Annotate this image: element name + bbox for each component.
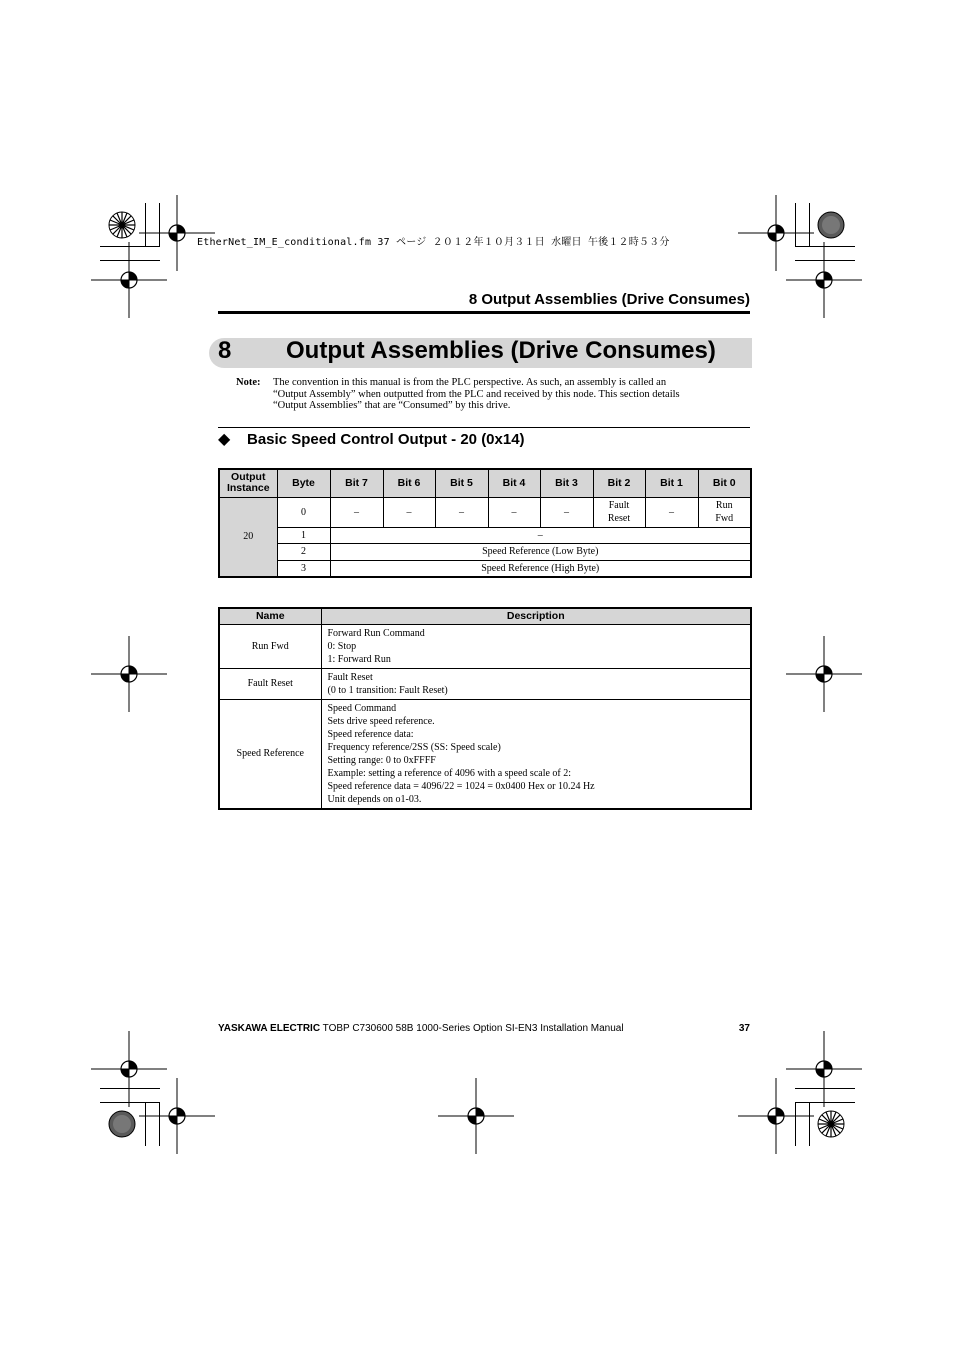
table-row xyxy=(219,699,751,809)
note-body xyxy=(273,377,713,412)
note-line: “Output Assembly” when outputted from the PLC and received by this node. This section details xyxy=(273,388,680,400)
span-cell: Speed Reference (High Byte) xyxy=(330,560,751,577)
desc-line: 1: Forward Run xyxy=(327,653,391,665)
chapter-title: Output Assemblies (Drive Consumes) xyxy=(286,337,716,364)
header-byte: Byte xyxy=(277,469,330,497)
header-bit6: Bit 6 xyxy=(383,469,435,497)
table-row xyxy=(219,668,751,699)
bit-cell: Run Fwd xyxy=(698,497,751,527)
desc-line: Speed reference data = 4096/22 = 1024 = 0x0400 Hex or 10.24 Hz xyxy=(327,780,595,792)
byte-cell: 0 xyxy=(277,497,330,527)
bits-table xyxy=(218,468,752,578)
bit-cell: Fault Reset xyxy=(593,497,645,527)
slug-line: EtherNet_IM_E_conditional.fm 37 ページ ２０１２年１０月３１日 水曜日 午後１２時５３分 xyxy=(197,237,670,248)
desc-line: Unit depends on o1-03. xyxy=(327,793,422,805)
param-name: Run Fwd xyxy=(219,624,321,668)
note-line: “Output Assemblies” that are “Consumed” by this drive. xyxy=(273,400,511,411)
desc-line: Speed reference data: xyxy=(327,728,414,740)
table-row xyxy=(219,497,751,527)
header-bit0: Bit 0 xyxy=(698,469,751,497)
note-label: Note: xyxy=(236,377,261,388)
table-row xyxy=(219,624,751,668)
instance-cell: 20 xyxy=(219,497,277,577)
desc-line: Fault Reset xyxy=(327,671,373,683)
byte-cell: 1 xyxy=(277,527,330,543)
header-bit7: Bit 7 xyxy=(330,469,383,497)
table-row xyxy=(219,543,751,560)
header-bit3: Bit 3 xyxy=(540,469,593,497)
bit-cell: – xyxy=(383,497,435,527)
bit-cell: – xyxy=(488,497,540,527)
footer xyxy=(218,1023,624,1034)
param-name: Speed Reference xyxy=(219,699,321,809)
section-title: Basic Speed Control Output - 20 (0x14) xyxy=(247,431,525,448)
description-table xyxy=(218,607,752,810)
header-rule xyxy=(218,311,750,314)
header-output-instance: Output Instance xyxy=(219,469,277,497)
chapter-number: 8 xyxy=(218,337,232,364)
param-description xyxy=(321,668,751,699)
footer-brand: YASKAWA ELECTRIC xyxy=(218,1023,321,1034)
desc-line: Frequency reference/2SS (SS: Speed scale) xyxy=(327,741,501,753)
param-description xyxy=(321,699,751,809)
table-row xyxy=(219,560,751,577)
desc-line: Sets drive speed reference. xyxy=(327,715,435,727)
note-line: The convention in this manual is from the PLC perspective. As such, an assembly is called an xyxy=(273,377,667,388)
footer-doc: TOBP C730600 58B 1000-Series Option SI-EN3 Installation Manual xyxy=(322,1023,624,1034)
header-name: Name xyxy=(219,608,321,624)
span-cell: – xyxy=(330,527,751,543)
bit-cell: – xyxy=(330,497,383,527)
diamond-icon: ◆ xyxy=(218,431,231,448)
desc-line: (0 to 1 transition: Fault Reset) xyxy=(327,684,448,696)
param-name: Fault Reset xyxy=(219,668,321,699)
desc-line: Speed Command xyxy=(327,702,397,714)
bit-cell: – xyxy=(645,497,698,527)
header-bit4: Bit 4 xyxy=(488,469,540,497)
byte-cell: 3 xyxy=(277,560,330,577)
param-description xyxy=(321,624,751,668)
bit-cell: – xyxy=(540,497,593,527)
section-rule xyxy=(218,427,750,428)
desc-line: Forward Run Command xyxy=(327,627,425,639)
byte-cell: 2 xyxy=(277,543,330,560)
span-cell: Speed Reference (Low Byte) xyxy=(330,543,751,560)
running-header: 8 Output Assemblies (Drive Consumes) xyxy=(468,291,750,308)
desc-line: Example: setting a reference of 4096 with a speed scale of 2: xyxy=(327,767,572,779)
header-description: Description xyxy=(321,608,751,624)
header-bit1: Bit 1 xyxy=(645,469,698,497)
desc-line: Setting range: 0 to 0xFFFF xyxy=(327,754,436,766)
bit-cell: – xyxy=(435,497,488,527)
table-row xyxy=(219,527,751,543)
header-bit5: Bit 5 xyxy=(435,469,488,497)
page-number: 37 xyxy=(738,1023,750,1034)
header-bit2: Bit 2 xyxy=(593,469,645,497)
desc-line: 0: Stop xyxy=(327,640,357,652)
